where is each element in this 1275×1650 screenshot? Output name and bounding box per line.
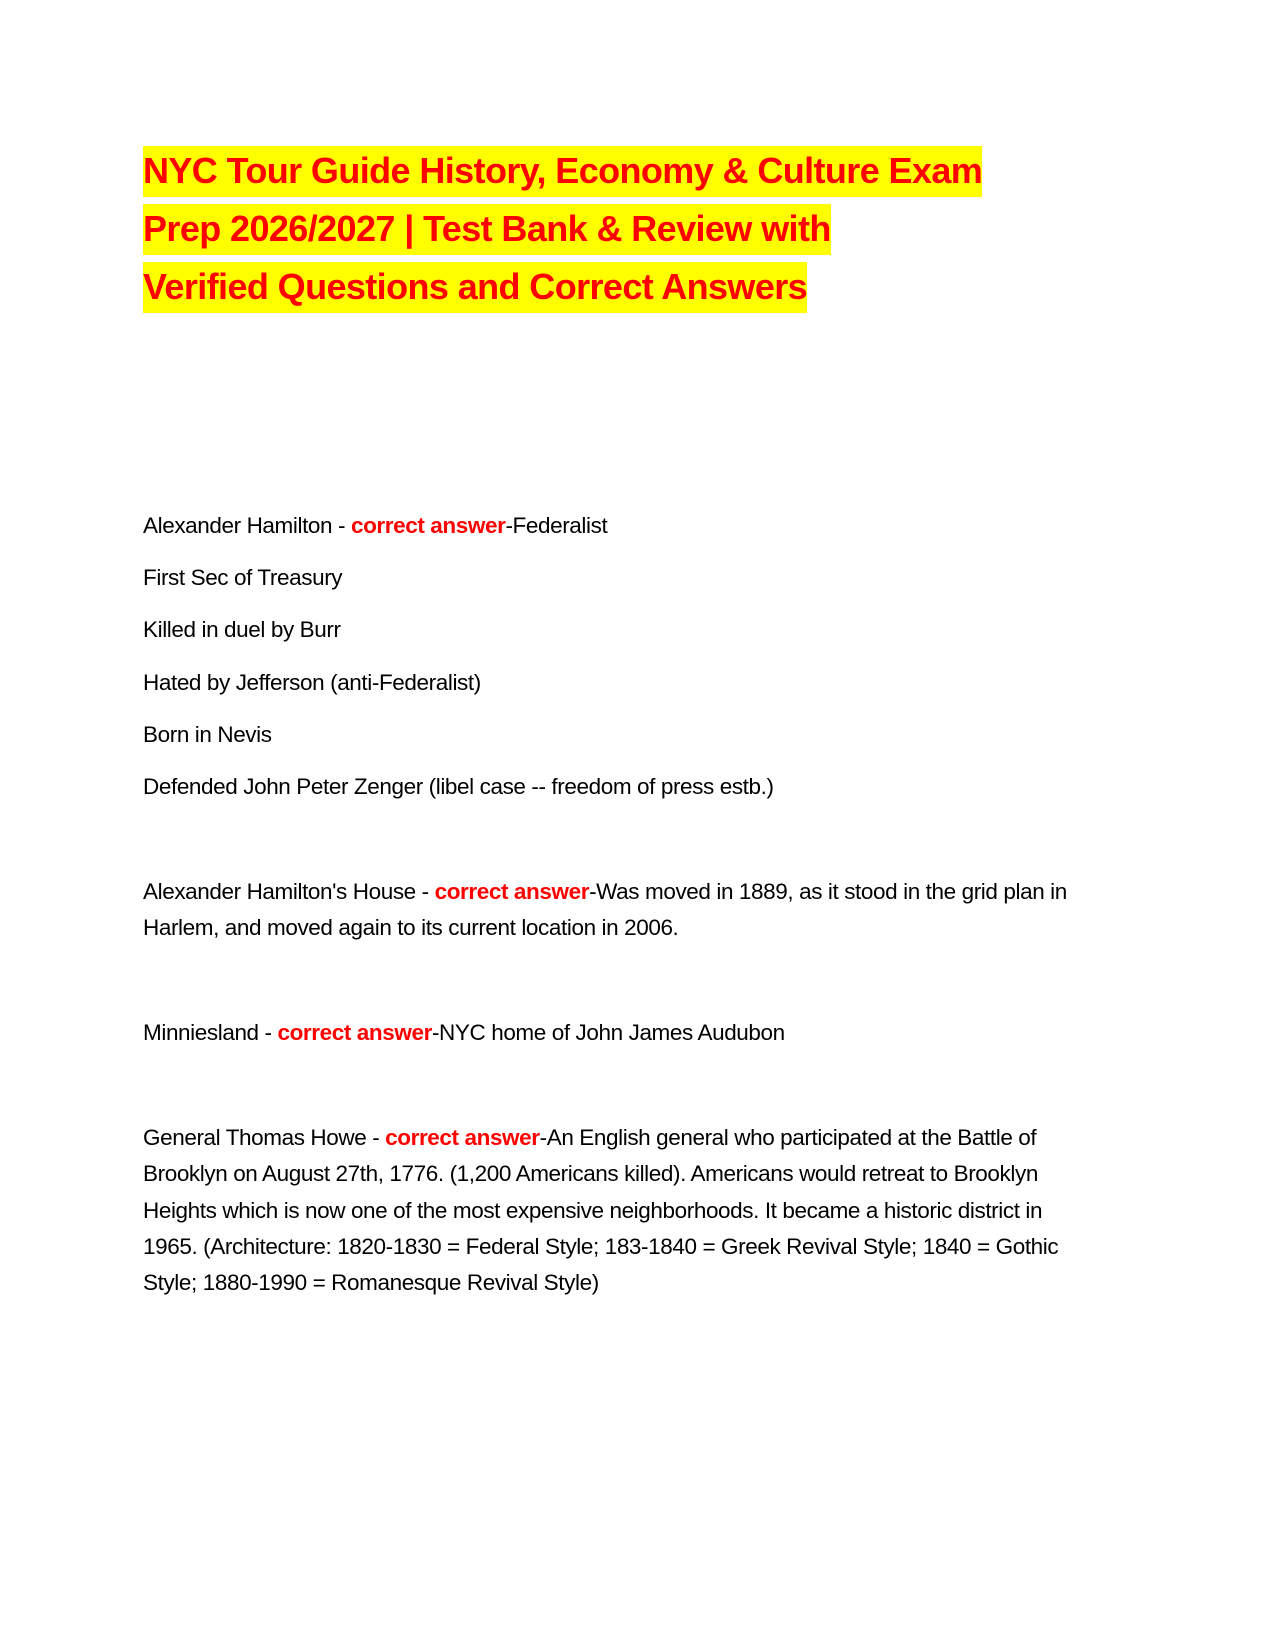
entry-answer: -Was moved in 1889, as it stood in the grid plan in Harlem, and moved again to its current location in 2006. bbox=[143, 879, 1067, 941]
correct-answer-label: correct answer bbox=[385, 1125, 540, 1150]
title-line-3: Verified Questions and Correct Answers bbox=[143, 262, 807, 313]
entry-answer: -An English general who participated at the Battle of Brooklyn on August 27th, 1776. (1,200 Americans killed). Americans would retreat to Brooklyn Heights which is now one of the most expensive neighborhoods. It became a historic district in 1965. (Architecture: 1820-1830 = Federal Style; 183-1840 = Greek Revival Style; 1840 = Gothic Style; 1880-1990 = Romanesque Revival Style) bbox=[143, 1125, 1059, 1296]
correct-answer-label: correct answer bbox=[350, 513, 506, 538]
entry-term: Minniesland - bbox=[143, 1020, 278, 1045]
entry-answer: -NYC home of John James Audubon bbox=[431, 1020, 785, 1045]
qa-entry-general-howe bbox=[143, 1120, 1068, 1301]
qa-entry-hamilton bbox=[143, 508, 607, 544]
document-title bbox=[143, 142, 1063, 316]
entry-detail-line: First Sec of Treasury bbox=[143, 565, 343, 590]
entry-term: Alexander Hamilton's House - bbox=[143, 879, 435, 904]
title-line-1: NYC Tour Guide History, Economy & Culture Exam bbox=[143, 146, 982, 197]
correct-answer-label: correct answer bbox=[434, 879, 590, 904]
entry-detail-line: Born in Nevis bbox=[143, 722, 272, 747]
entry-answer: -Federalist bbox=[505, 513, 608, 538]
entry-detail-line: Hated by Jefferson (anti-Federalist) bbox=[143, 670, 481, 695]
title-line-2: Prep 2026/2027 | Test Bank & Review with bbox=[143, 204, 831, 255]
qa-entry-hamilton-house bbox=[143, 874, 1068, 947]
qa-entry-minniesland bbox=[143, 1015, 785, 1051]
entry-term: General Thomas Howe - bbox=[143, 1125, 386, 1150]
document-header bbox=[143, 142, 1063, 316]
entry-term: Alexander Hamilton - bbox=[143, 513, 351, 538]
correct-answer-label: correct answer bbox=[277, 1020, 432, 1045]
entry-detail-line: Defended John Peter Zenger (libel case -- freedom of press estb.) bbox=[143, 774, 774, 799]
entry-detail-line: Killed in duel by Burr bbox=[143, 617, 341, 642]
